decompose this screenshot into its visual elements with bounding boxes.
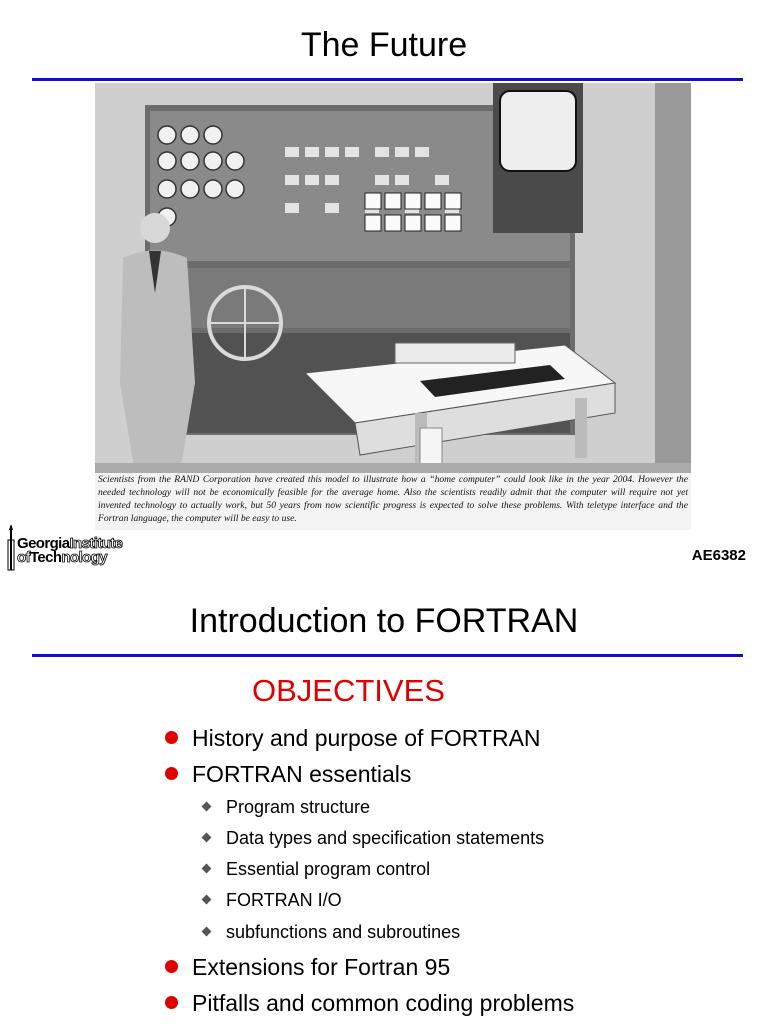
slide-title-future: The Future (300, 26, 468, 64)
bullet-dot-icon (165, 731, 178, 744)
diamond-bullet-icon (202, 833, 212, 843)
logo-word-georgia: Georgia (17, 535, 70, 552)
logo-word-tech: Tech (29, 549, 62, 566)
title-rule (32, 654, 743, 657)
diamond-bullet-icon (202, 895, 212, 905)
georgia-tech-logo (6, 524, 166, 574)
logo-word-of: of (17, 549, 30, 566)
logo-word-institute: Institute (69, 535, 123, 552)
logo-word-nology: nology (61, 549, 108, 566)
tower-icon (6, 524, 16, 574)
photo-caption: Scientists from the RAND Corporation have created this model to illustrate how a “home computer” could look like in the year 2004. However the needed technology will not be economically feasible for the average home. Also the scientists readily admit that the computer will require not yet invented technology to actually work, but 50 years from now scientific progress is expected to solve these problems. With teletype interface and the Fortran language, the computer will be easy to use. (98, 474, 688, 524)
objectives-heading: OBJECTIVES (252, 673, 445, 708)
diamond-bullet-icon (202, 802, 212, 812)
slide-title-intro: Introduction to FORTRAN (189, 602, 579, 640)
diamond-bullet-icon (202, 927, 212, 937)
title-rule (32, 78, 743, 81)
bullet-dot-icon (165, 996, 178, 1009)
home-computer-photo (95, 83, 691, 530)
bullet-dot-icon (165, 960, 178, 973)
diamond-bullet-icon (202, 864, 212, 874)
bullet-dot-icon (165, 767, 178, 780)
course-code: AE6382 (691, 547, 746, 564)
